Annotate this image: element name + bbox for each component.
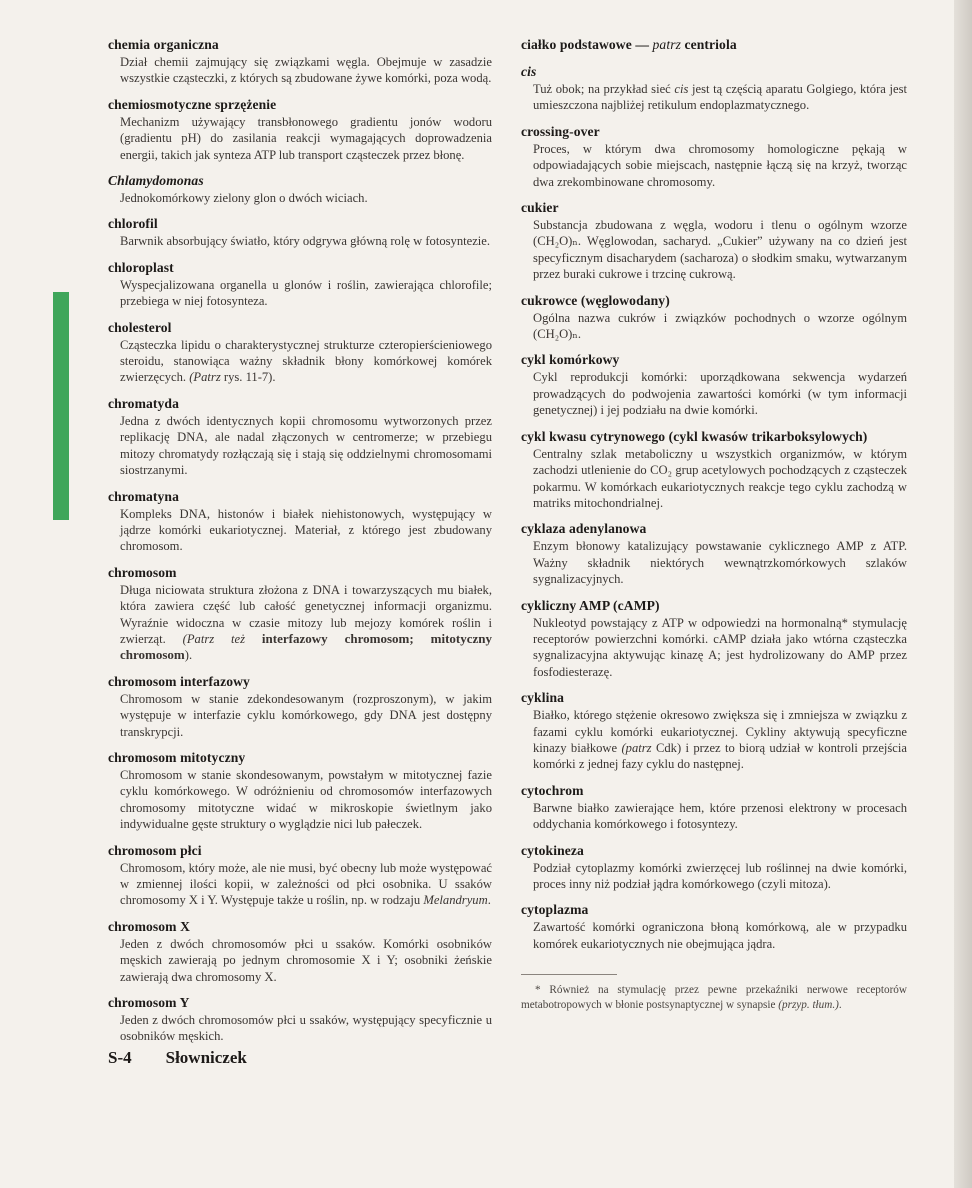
- glossary-entry: [521, 689, 907, 773]
- entry-term: Chlamydomonas: [108, 173, 204, 189]
- entry-definition: Barwnik absorbujący światło, który odgrywa główną rolę w fotosyntezie.: [120, 234, 491, 249]
- entry-definition: Wyspecjalizowana organella u glonów i roślin, zawierająca chlorofile; przebiega w niej fotosynteza.: [120, 277, 492, 309]
- glossary-entry: [108, 36, 492, 87]
- glossary-entry: [521, 901, 907, 952]
- entry-definition: Jedna z dwóch identycznych kopii chromosomu wytworzonych przez replikację DNA, ale nadal złączonych w centromerze; w przebiegu mitozy chromatydy rozłączają się i stają się oddzielnymi chromosomami siostrzanymi.: [120, 413, 492, 478]
- entry-term: cukrowce (węglowodany): [521, 292, 670, 308]
- entry-definition: Podział cytoplazmy komórki zwierzęcej lub roślinnej na dwie komórki, proces inny niż podział jądra komórkowego (czyli mitoza).: [533, 860, 907, 891]
- glossary-entry: [108, 994, 492, 1045]
- glossary-entry: [521, 842, 907, 893]
- glossary-entry: [108, 673, 492, 740]
- section-tab-marker: [53, 292, 69, 520]
- entry-definition: Cykl reprodukcji komórki: uporządkowana sekwencja wydarzeń prowadzących do podwojenia zawartości komórki (w tym informacji genetycznej) i jej podziału na dwie komórki.: [533, 370, 907, 418]
- entry-term: cyklaza adenylanowa: [521, 521, 647, 537]
- cross-reference: patrz: [652, 37, 681, 52]
- entry-term: cykl kwasu cytrynowego (cykl kwasów trikarboksylowych): [521, 428, 868, 444]
- definition-text: Cząsteczka lipidu o charakterystycznej strukturze czteropierścieniowego steroidu, stanowiąca ważny składnik błony komórkowej komórek zwierzęcych.: [120, 337, 492, 385]
- page-footer: [108, 1048, 247, 1068]
- entry-definition: Ogólna nazwa cukrów i związków pochodnych o wzorze ogólnym (CH₂O)ₙ.: [533, 310, 907, 342]
- definition-text: Chromosom, który może, ale nie musi, być obecny lub może występować w zmiennej ilości kopii, w zależności od płci osobnika. U ssaków chromosomy X i Y. Występuje także u roślin, np. w rodzaju: [120, 860, 492, 908]
- entry-definition: Centralny szlak metaboliczny u wszystkich organizmów, w którym zachodzi utlenienie do CO₂ grup acetylowych pochodzących z cząsteczek pokarmu. W komórkach eukariotycznych reakcje tego cyklu zachodzą w matriks mitochondrialnej.: [533, 446, 907, 510]
- right-column: [521, 36, 907, 1013]
- definition-text: Tuż obok; na przykład sieć: [533, 82, 671, 96]
- definition-text: Długa niciowata struktura złożona z DNA i towarzyszących mu białek, która zawiera część lub całość genetycznej informacji organizmu. Wyraźnie widoczna w czasie mitozy lub mejozy komórek roślin i zwierząt.: [120, 582, 492, 646]
- entry-term: cholesterol: [108, 319, 172, 335]
- glossary-entry: [521, 428, 907, 512]
- glossary-entry: [521, 782, 907, 833]
- glossary-entry: [108, 395, 492, 479]
- entry-definition: Jeden z dwóch chromosomów płci u ssaków. Komórki osobników męskich zawierają po jednym chromosomie X i Y; osobniki żeńskie zawierają dwa chromosomy X.: [120, 936, 492, 984]
- entry-term: chromosom interfazowy: [108, 673, 250, 689]
- entry-definition: Mechanizm używający transbłonowego gradientu jonów wodoru (gradientu pH) do zasilania reakcji wymagających doprowadzenia energii, takich jak synteza ATP lub transport cząsteczek przez błonę.: [120, 114, 492, 162]
- entry-definition: [533, 707, 907, 773]
- cross-reference: (patrz: [621, 740, 652, 755]
- entry-term: [521, 36, 907, 54]
- entry-term: chromatyda: [108, 395, 179, 411]
- cross-reference: (Patrz: [189, 370, 221, 385]
- glossary-entry: [108, 319, 492, 386]
- entry-term: crossing-over: [521, 123, 600, 139]
- entry-term: chromosom X: [108, 918, 191, 934]
- entry-term-text: ciałko podstawowe —: [521, 37, 650, 52]
- entry-term: chromosom mitotyczny: [108, 749, 246, 765]
- entry-term: cytochrom: [521, 782, 584, 798]
- entry-term: chromosom: [108, 564, 177, 580]
- entry-term: cytokineza: [521, 842, 584, 858]
- entry-definition: Kompleks DNA, histonów i białek niehistonowych, występujący w jądrze komórki eukariotycznej. Materiał, z którego jest zbudowany chromosom.: [120, 506, 492, 554]
- glossary-entry: [521, 123, 907, 190]
- glossary-entry: [108, 488, 492, 555]
- glossary-entry: [108, 259, 492, 310]
- entry-term: cyklina: [521, 690, 565, 706]
- footnote-text: * Również na stymulację przez pewne przekaźniki nerwowe receptorów metabotropowych w błonie postsynaptycznej w synapsie: [521, 984, 907, 1012]
- section-title: Słowniczek: [165, 1048, 247, 1067]
- entry-definition: [120, 860, 492, 909]
- entry-term: cykl komórkowy: [521, 352, 620, 368]
- entry-definition: Dział chemii zajmujący się związkami węgla. Obejmuje w zasadzie wszystkie cząsteczki, z których są zbudowane żywe komórki, poza wodą.: [120, 55, 492, 86]
- entry-definition: Barwne białko zawierające hem, które przenosi elektrony w procesach oddychania komórkowego i fotosyntezy.: [533, 800, 907, 832]
- entry-term: chromatyna: [108, 488, 179, 504]
- left-column: [108, 36, 492, 1054]
- entry-definition: Chromosom w stanie zdekondesowanym (rozproszonym), w jakim występuje w interfazie cyklu komórkowego, gdy DNA jest dostępny transkrypcji.: [120, 691, 492, 739]
- entry-definition: Zawartość komórki ograniczona błoną komórkową, ale w przypadku komórek eukariotycznych nie obejmująca jądra.: [533, 920, 907, 951]
- page-edge-shadow: [954, 0, 972, 1188]
- entry-term: chromosom płci: [108, 842, 202, 858]
- entry-term: chloroplast: [108, 259, 174, 275]
- entry-definition: [120, 337, 492, 386]
- entry-term: chemiosmotyczne sprzężenie: [108, 96, 277, 112]
- entry-term: cykliczny AMP (cAMP): [521, 597, 660, 613]
- glossary-entry: [521, 63, 907, 114]
- entry-definition: [533, 81, 907, 114]
- page-number: S-4: [108, 1048, 132, 1067]
- entry-term: chemia organiczna: [108, 37, 219, 52]
- entry-definition: Jednokomórkowy zielony glon o dwóch wiciach.: [120, 191, 368, 206]
- footnote: [521, 983, 907, 1013]
- cross-reference-terms: interfazowy chromosom; mitotyczny chromosom: [120, 630, 492, 663]
- entry-definition: Chromosom w stanie skondesowanym, powstałym w mitotycznej fazie cyklu komórkowego. W odróżnieniu od chromosomów interfazowych chromosomy mitotyczne widać w mikroskopie świetlnym jako indywidualne gęste struktury o wyglądzie nici lub pałeczek.: [120, 767, 492, 832]
- glossary-entry: [108, 96, 492, 163]
- definition-text: .: [487, 893, 491, 908]
- glossary-entry: [521, 36, 907, 54]
- footnote-divider: [521, 974, 617, 975]
- glossary-entry: [521, 351, 907, 418]
- definition-text: Białko, którego stężenie okresowo zwiększa się i zmniejsza w związku z fazami cyklu komórki eukariotycznej. Cykliny aktywują specyficzne kinazy białkowe: [533, 708, 907, 755]
- entry-term: cukier: [521, 200, 559, 216]
- definition-text: Cdk) i przez to biorą udział w kontroli przejścia komórki z jednej fazy cyklu do następnej.: [533, 740, 907, 772]
- glossary-entry: [521, 199, 907, 283]
- cross-reference: (Patrz też: [182, 631, 246, 646]
- entry-term-target: centriola: [684, 37, 737, 52]
- glossary-entry: [108, 749, 492, 833]
- glossary-entry: [108, 215, 492, 249]
- glossary-entry: [108, 172, 492, 206]
- entry-definition: [120, 582, 492, 664]
- entry-term: cis: [521, 64, 537, 79]
- genus-name: Melandryum: [423, 893, 488, 908]
- glossary-entry: [108, 564, 492, 664]
- entry-definition: Enzym błonowy katalizujący powstawanie cyklicznego AMP z ATP. Ważny składnik niektórych wewnątrzkomórkowych szlaków sygnalizacyjnych.: [533, 539, 907, 587]
- entry-term: chromosom Y: [108, 995, 190, 1011]
- glossary-entry: [521, 597, 907, 681]
- footnote-text: .: [838, 999, 842, 1012]
- italic-term: cis: [674, 82, 689, 96]
- definition-text: jest tą częścią aparatu Golgiego, która jest umieszczona najbliżej retikulum endoplazmatycznego.: [533, 82, 907, 113]
- entry-definition: Proces, w którym dwa chromosomy homologiczne pękają w odpowiadających sobie miejscach, następnie łączą się na krzyż, tworząc dwa zrekombinowane chromosomy.: [533, 141, 907, 189]
- translator-note: (przyp. tłum.): [778, 999, 839, 1012]
- entry-definition: Substancja zbudowana z węgla, wodoru i tlenu o ogólnym wzorze (CH₂O)ₙ. Węglowodan, sacharyd. „Cukier” używany na co dzień jest specyficznym disacharydem (sacharoza) o słodkim smaku, wytwarzanym przez buraki cukrowe i trzcinę cukrową.: [533, 218, 907, 282]
- glossary-entry: [521, 520, 907, 587]
- glossary-entry: [521, 292, 907, 343]
- definition-text: ).: [184, 648, 193, 663]
- glossary-entry: [108, 918, 492, 985]
- glossary-entry: [108, 842, 492, 909]
- entry-definition: Jeden z dwóch chromosomów płci u ssaków, występujący specyficznie u osobników męskich.: [120, 1013, 492, 1044]
- definition-text: rys. 11-7).: [223, 370, 276, 385]
- entry-term: chlorofil: [108, 216, 158, 232]
- entry-term: cytoplazma: [521, 902, 589, 918]
- entry-definition: Nukleotyd powstający z ATP w odpowiedzi na hormonalną* stymulację receptorów powierzchni komórki. cAMP działa jako wtórna cząsteczka sygnalizacyjna aktywując kinazę A; jest hydrolizowany do AMP przez fosfodiesterazę.: [533, 615, 907, 679]
